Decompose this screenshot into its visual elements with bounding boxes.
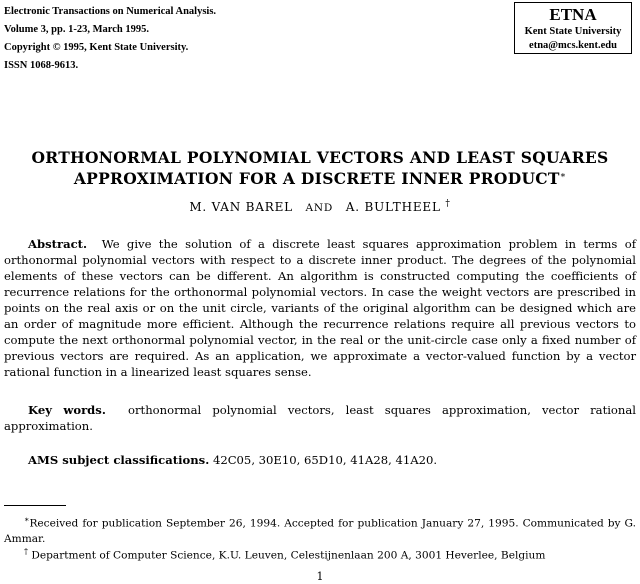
keywords: [4, 402, 636, 434]
etna-box: [514, 2, 632, 54]
etna-email: etna@mcs.kent.edu: [529, 40, 617, 51]
journal-line: Copyright © 1995, Kent State University.: [4, 42, 189, 53]
ams-label: AMS subject classifications.: [28, 453, 210, 467]
title-line-2-text: APPROXIMATION FOR A DISCRETE INNER PRODUCT: [73, 169, 560, 189]
footnote-1-mark: ∗: [24, 515, 30, 524]
footnote-2-text: Department of Computer Science, K.U. Leuven, Celestijnenlaan 200 A, 3001 Heverlee, Belgium: [31, 549, 546, 562]
etna-name: ETNA: [549, 5, 597, 24]
author-and: AND: [305, 202, 334, 214]
abstract-label: Abstract.: [28, 237, 88, 251]
journal-info: [4, 3, 216, 75]
journal-line: ISSN 1068-9613.: [4, 60, 79, 71]
footnote-1: [4, 512, 636, 547]
abstract: [4, 236, 636, 380]
abstract-text: We give the solution of a discrete least squares approximation problem in terms of orthonormal polynomial vectors with respect to a discrete inner product. The degrees of the polynomial elements of these vectors can be different. An algorithm is constructed computing the coefficients of recurrence relations for the orthonormal polynomial vectors. In case the weight vectors are prescribed in points on the real axis or on the unit circle, variants of the original algorithm can be designed which are an order of magnitude more efficient. Although the recurrence relations require all previous vectors to compute the next orthonormal polynomial vector, in the real or the unit-circle case only a fixed number of previous vectors are required. As an application, we approximate a vector-valued function by a vector rational function in a linearized least squares sense.: [4, 237, 636, 379]
journal-line: Electronic Transactions on Numerical Analysis.: [4, 6, 217, 17]
ams-classifications: [4, 452, 636, 468]
keywords-text: orthonormal polynomial vectors, least squares approximation, vector rational approximation.: [4, 403, 636, 433]
authors: [0, 199, 640, 214]
title-line-1: ORTHONORMAL POLYNOMIAL VECTORS AND LEAST SQUARES: [31, 148, 609, 167]
author-1: M. VAN BAREL: [189, 200, 293, 214]
etna-institution: Kent State University: [524, 26, 622, 37]
footnote-1-text: Received for publication September 26, 1994. Accepted for publication January 27, 1995. Communicated by G. Ammar.: [4, 517, 636, 545]
keywords-label: Key words.: [28, 403, 106, 417]
footnote-2: [4, 544, 636, 564]
title-line-2: [0, 167, 640, 188]
footnote-2-mark: †: [24, 547, 28, 556]
ams-text: 42C05, 30E10, 65D10, 41A28, 41A20.: [212, 453, 438, 467]
page-number: 1: [316, 570, 324, 583]
title-footnote-mark: ∗: [559, 171, 567, 181]
footnote-rule: [4, 505, 66, 506]
paper-title: [0, 148, 640, 188]
journal-line: Volume 3, pp. 1-23, March 1995.: [4, 24, 149, 35]
author-2: A. BULTHEEL: [345, 200, 441, 214]
author-2-footnote-mark: †: [445, 199, 451, 209]
